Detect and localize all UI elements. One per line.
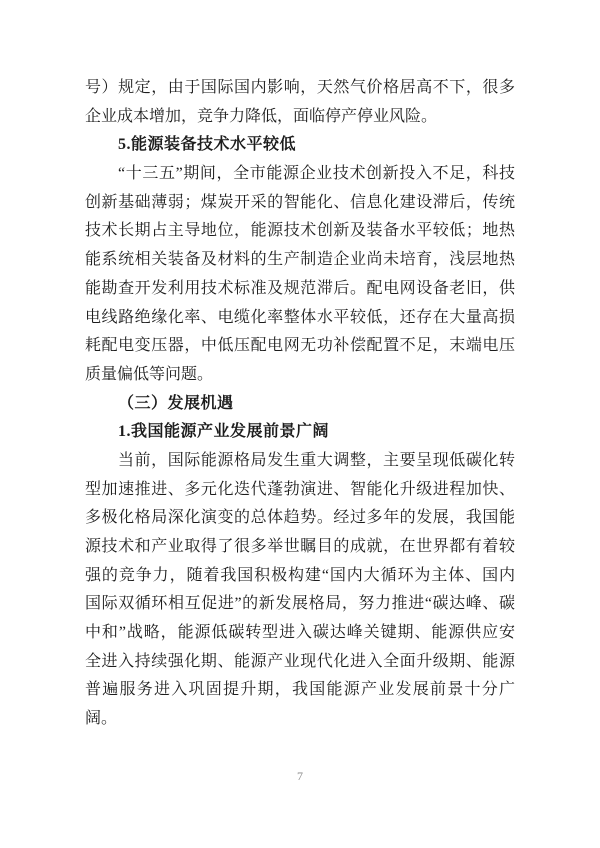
text-line: 中和”战略，能源低碳转型进入碳达峰关键期、能源供应安 (85, 624, 515, 642)
text-line: 强的竞争力，随着我国积极构建“国内大循环为主体、国内 (85, 566, 515, 584)
text-line: 电线路绝缘化率、电缆化率整体水平较低，还存在大量高损 (85, 308, 515, 326)
text-line: 号）规定，由于国际国内影响，天然气价格居高不下，很多 (85, 79, 515, 96)
text-line: 耗配电变压器，中低压配电网无功补偿配置不足，末端电压 (85, 337, 515, 355)
text-line: “十三五”期间，全市能源企业技术创新投入不足，科技 (118, 165, 515, 183)
text-line: 型加速推进、多元化迭代蓬勃演进、智能化升级进程加快、 (85, 480, 515, 498)
heading-line: 1.我国能源产业发展前景广阔 (118, 423, 330, 441)
text-line: 创新基础薄弱；煤炭开采的智能化、信息化建设滞后，传统 (85, 193, 515, 211)
text-line: 能系统相关装备及材料的生产制造企业尚未培育，浅层地热 (85, 251, 515, 269)
document-text-block (85, 74, 515, 734)
text-line: 多极化格局深化演变的总体趋势。经过多年的发展，我国能 (85, 509, 515, 527)
page-number: 7 (297, 769, 303, 783)
text-line: 质量偏低等问题。 (85, 365, 214, 383)
text-line: 普遍服务进入巩固提升期，我国能源产业发展前景十分广 (85, 681, 515, 699)
text-line: 国际双循环相互促进”的新发展格局，努力推进“碳达峰、碳 (85, 595, 515, 613)
text-line: 源技术和产业取得了很多举世瞩目的成就，在世界都有着较 (85, 538, 515, 555)
text-line: 当前，国际能源格局发生重大调整，主要呈现低碳化转 (118, 451, 515, 469)
text-line: 全进入持续强化期、能源产业现代化进入全面升级期、能源 (85, 652, 515, 670)
text-line: 技术长期占主导地位，能源技术创新及装备水平较低；地热 (85, 222, 515, 240)
text-line: 能勘查开发利用技术标准及规范滞后。配电网设备老旧，供 (85, 279, 515, 297)
text-line: 企业成本增加，竞争力降低，面临停产停业风险。 (85, 107, 438, 125)
text-line: 阔。 (85, 710, 118, 728)
heading-line: （三）发展机遇 (118, 394, 234, 412)
heading-line: 5.能源装备技术水平较低 (118, 136, 297, 154)
